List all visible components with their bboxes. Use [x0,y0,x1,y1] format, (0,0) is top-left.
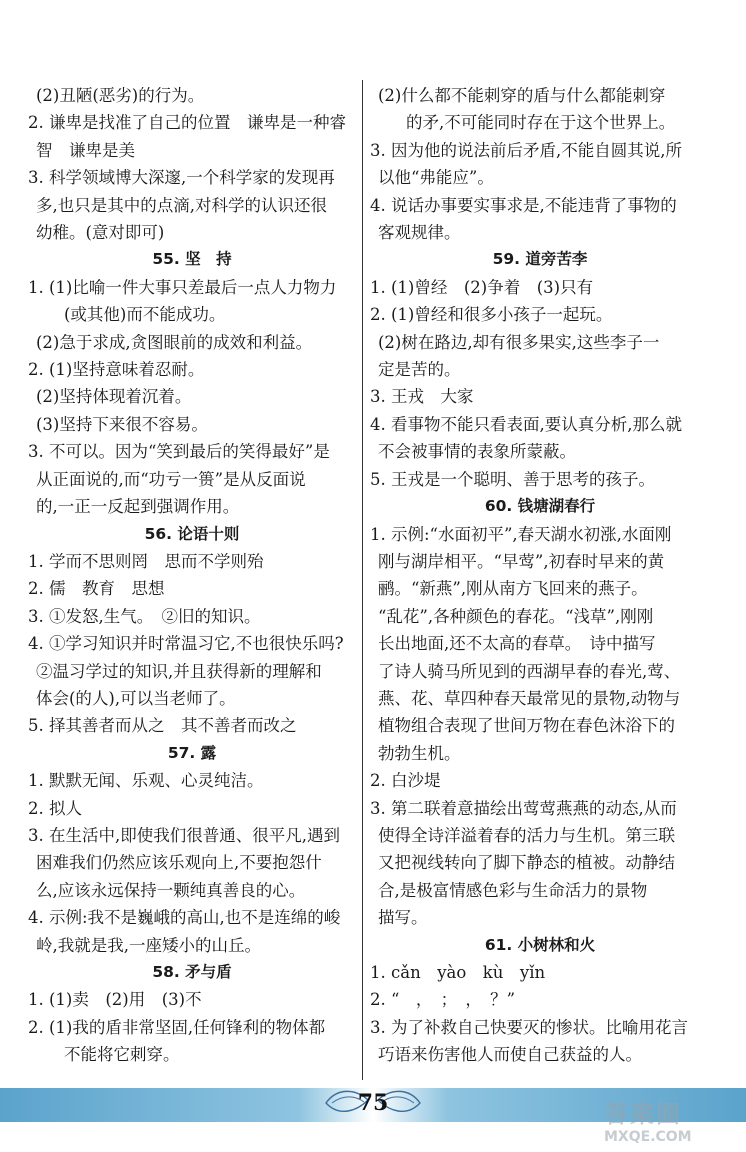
answer-line: 多,也只是其中的点滴,对科学的认识还很 [36,195,327,215]
answer-line: 2. “ ， ； ， ？” [370,990,516,1010]
page-number-ornament [318,1080,428,1126]
answer-line: (2)丑陋(恶劣)的行为。 [36,86,205,105]
watermark [604,1094,744,1150]
answer-line: 1. 默默无闻、乐观、心灵纯洁。 [28,771,264,791]
answer-line: 困难我们仍然应该乐观向上,不要抱怨什 [36,853,322,873]
answer-line: 以他“弗能应”。 [378,168,494,188]
answer-line: 使得全诗洋溢着春的活力与生机。第三联 [378,825,675,845]
answer-line: 长出地面,还不太高的春草。 诗中描写 [378,634,656,654]
answer-line: 描写。 [378,908,428,928]
section-title: 60. 钱塘湖春行 [484,497,596,516]
answer-line: (2)急于求成,贪图眼前的成效和利益。 [36,332,313,352]
answer-line: 么,应该永远保持一颗纯真善良的心。 [36,880,306,900]
watermark-url: MXQE.COM [604,1129,692,1145]
answer-line: 幼稚。(意对即可) [36,223,165,243]
column-divider [362,80,363,1080]
section-title: 56. 论语十则 [144,524,240,543]
answer-line: 体会(的人),可以当老师了。 [36,688,236,708]
answer-line: 4. ①学习知识并时常温习它,不也很快乐吗? [28,634,344,654]
page-number: 75 [357,1090,389,1116]
answer-line: 1. 学而不思则罔 思而不学则殆 [28,551,264,571]
section-title: 58. 矛与盾 [152,963,232,981]
answer-line: 4. 示例:我不是巍峨的高山,也不是连绵的峻 [28,908,341,928]
answer-line: 燕、花、草四种春天最常见的景物,动物与 [378,688,681,708]
answer-line: 2. 谦卑是找准了自己的位置 谦卑是一种睿 [28,113,346,133]
answer-line: 2. (1)曾经和很多小孩子一起玩。 [370,305,613,325]
answer-line: ②温习学过的知识,并且获得新的理解和 [36,661,322,681]
answer-line: 1. (1)卖 (2)用 (3)不 [28,990,202,1010]
watermark-logo: 答案圈 [604,1100,682,1128]
answer-line: 4. 说话办事要实事求是,不能违背了事物的 [370,195,677,215]
answer-line: 从正面说的,而“功亏一篑”是从反面说 [36,469,306,489]
answer-line: (2)树在路边,却有很多果实,这些李子一 [378,332,660,352]
answer-line: 5. 王戎是一个聪明、善于思考的孩子。 [370,469,655,489]
answer-line: 智 谦卑是美 [36,140,135,160]
answer-line: (或其他)而不能成功。 [64,305,226,325]
answer-line: 3. 不可以。因为“笑到最后的笑得最好”是 [28,442,330,462]
answer-line: 的,一正一反起到强调作用。 [36,497,240,517]
answer-line: 合,是极富情感色彩与生命活力的景物 [378,880,648,900]
answer-line: 又把视线转向了脚下静态的植被。动静结 [378,853,675,873]
section-title: 55. 坚 持 [152,250,232,269]
answer-line: 1. (1)曾经 (2)争着 (3)只有 [370,277,594,297]
answer-line: 客观规律。 [378,223,461,243]
answer-line: 4. 看事物不能只看表面,要认真分析,那么就 [370,414,682,434]
answer-line: 2. 白沙堤 [370,771,441,791]
answer-line: 2. (1)我的盾非常坚固,任何锋利的物体都 [28,1017,326,1037]
answer-line: (3)坚持下来很不容易。 [36,414,208,434]
answer-line: “乱花”,各种颜色的春花。“浅草”,刚刚 [378,606,654,626]
answer-line: 定是苦的。 [378,360,461,380]
answer-line: 2. 儒 教育 思想 [28,579,165,599]
answer-line: 2. 拟人 [28,798,82,818]
answer-line: 1. 示例:“水面初平”,春天湖水初涨,水面刚 [370,524,672,544]
answer-line: (2)什么都不能刺穿的盾与什么都能刺穿 [378,86,666,105]
answer-line: 1. cǎn yào kù yǐn [370,963,546,982]
answer-line: 3. 第二联着意描绘出莺莺燕燕的动态,从而 [370,798,677,818]
answer-line: 3. 因为他的说法前后矛盾,不能自圆其说,所 [370,140,682,160]
answer-line: 2. (1)坚持意味着忍耐。 [28,360,205,380]
answer-line: 岭,我就是我,一座矮小的山丘。 [36,935,261,955]
answer-line: 不会被事情的表象所蒙蔽。 [378,442,576,462]
right-answer-column [370,82,710,1069]
answer-line: 不能将它刺穿。 [64,1045,180,1065]
answer-line: 3. 在生活中,即使我们很普通、很平凡,遇到 [28,825,340,845]
answer-line: (2)坚持体现着沉着。 [36,387,192,407]
section-title: 59. 道旁苦李 [492,250,588,269]
answer-line: 了诗人骑马所见到的西湖早春的春光,莺、 [378,661,681,681]
answer-line: 3. 为了补救自己快要灭的惨状。比喻用花言 [370,1017,688,1037]
section-title: 57. 露 [167,743,217,762]
answer-line: 的矛,不可能同时存在于这个世界上。 [406,113,676,133]
answer-line: 3. ①发怒,生气。 ②旧的知识。 [28,606,261,626]
answer-line: 5. 择其善者而从之 其不善者而改之 [28,716,297,736]
answer-line: 1. (1)比喻一件大事只差最后一点人力物力 [28,277,337,297]
answer-line: 巧语来伤害他人而使自己获益的人。 [378,1045,642,1065]
answer-line: 刚与湖岸相平。“早莺”,初春时早来的黄 [378,551,665,571]
answer-line: 勃勃生机。 [378,743,461,763]
answer-line: 植物组合表现了世间万物在春色沐浴下的 [378,716,675,736]
answer-line: 3. 王戎 大家 [370,387,474,407]
section-title: 61. 小树林和火 [484,935,596,954]
answer-line: 鹂。“新燕”,刚从南方飞回来的燕子。 [378,579,648,599]
answer-line: 3. 科学领域博大深邃,一个科学家的发现再 [28,168,335,188]
left-answer-column [28,82,356,1069]
